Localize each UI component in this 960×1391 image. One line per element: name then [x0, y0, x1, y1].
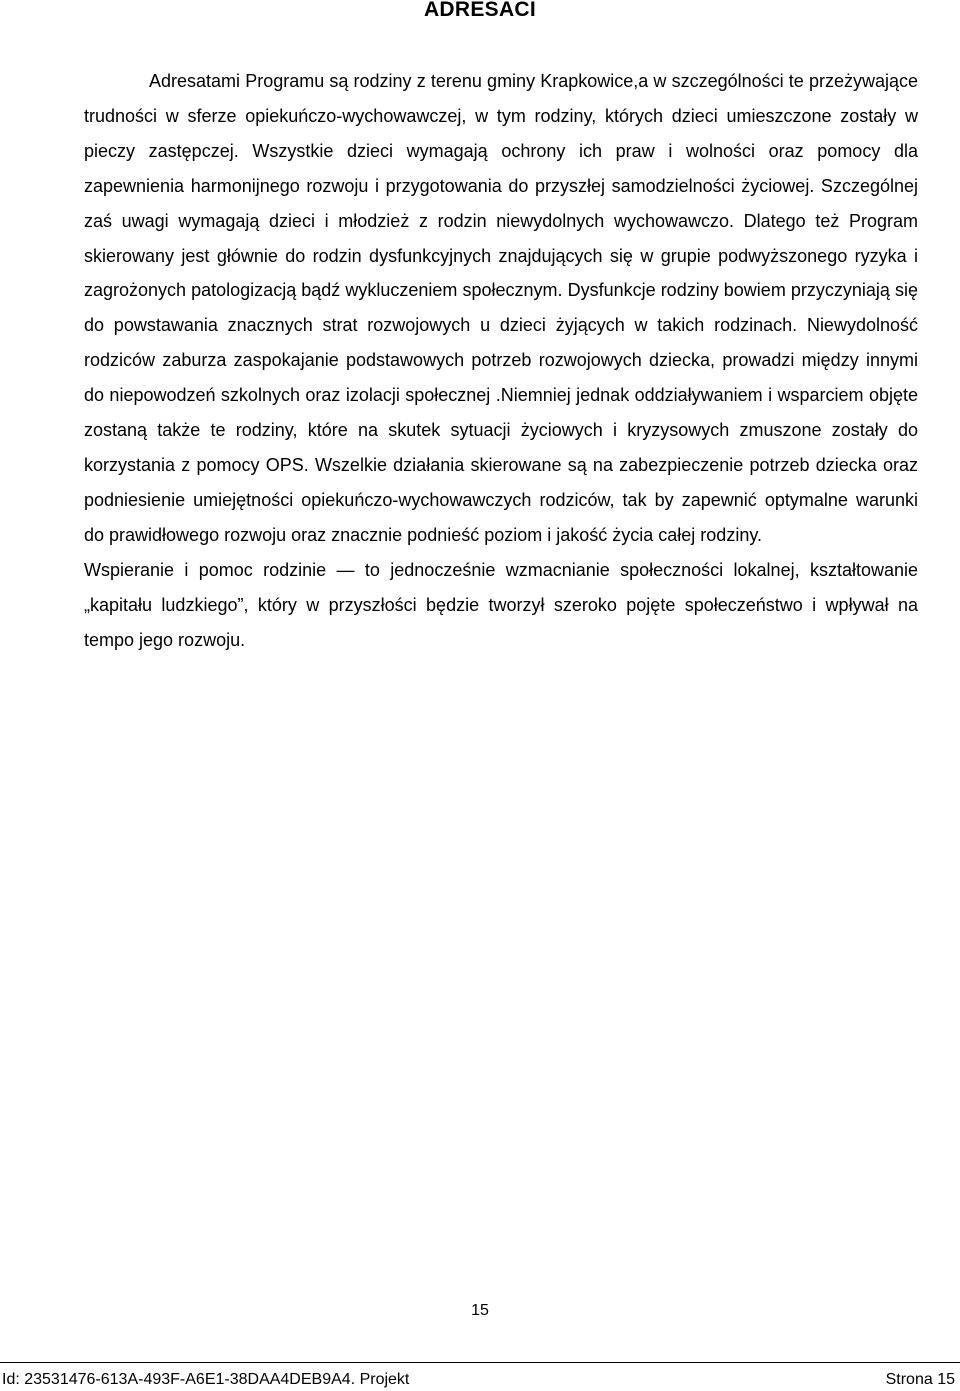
paragraph-addressees: Adresatami Programu są rodziny z terenu gminy Krapkowice,a w szczególności te przeżywające trudności w sferze opiekuńczo-wychowawczej, w tym rodziny, których dzieci umieszczone zostały w pieczy zastępczej. Wszystkie dzieci wymagają ochrony ich praw i wolności oraz pomocy dla zapewnienia harmonijnego rozwoju i przygotowania do przyszłej samodzielności życiowej. Szczególnej zaś uwagi wymagają dzieci i młodzież z rodzin niewydolnych wychowawczo. Dlatego też Program skierowany jest głównie do rodzin dysfunkcyjnych znajdujących się w grupie podwyższonego ryzyka i zagrożonych patologizacją bądź wykluczeniem społecznym. Dysfunkcje rodziny bowiem przyczyniają się do powstawania znacznych strat rozwojowych u dzieci żyjących w takich rodzinach. Niewydolność rodziców zaburza zaspokajanie podstawowych potrzeb rozwojowych dziecka, prowadzi między innymi do niepowodzeń szkolnych oraz izolacji społecznej .Niemniej jednak oddziaływaniem i wsparciem objęte zostaną także te rodziny, które na skutek sytuacji życiowych i kryzysowych zmuszone zostały do korzystania z pomocy OPS. Wszelkie działania skierowane są na zabezpieczenie potrzeb dziecka oraz podniesienie umiejętności opiekuńczo-wychowawczych rodziców, tak by zapewnić optymalne warunki do prawidłowego rozwoju oraz znacznie podnieść poziom i jakość życia całej rodziny. [84, 71, 918, 545]
footer-page-label: Strona 15 [885, 1371, 955, 1388]
footer-divider [0, 1362, 960, 1363]
paragraph-support: Wspieranie i pomoc rodzinie — to jednocześnie wzmacnianie społeczności lokalnej, kształtowanie „kapitału ludzkiego”, który w przyszłości będzie tworzył szeroko pojęte społeczeństwo i wpływał na tempo jego rozwoju. [84, 559, 918, 650]
body-text [84, 64, 918, 657]
page-number: 15 [471, 1302, 489, 1319]
section-heading: ADRESACI [423, 0, 537, 21]
footer-document-id: Id: 23531476-613A-493F-A6E1-38DAA4DEB9A4. Projekt [2, 1371, 410, 1388]
